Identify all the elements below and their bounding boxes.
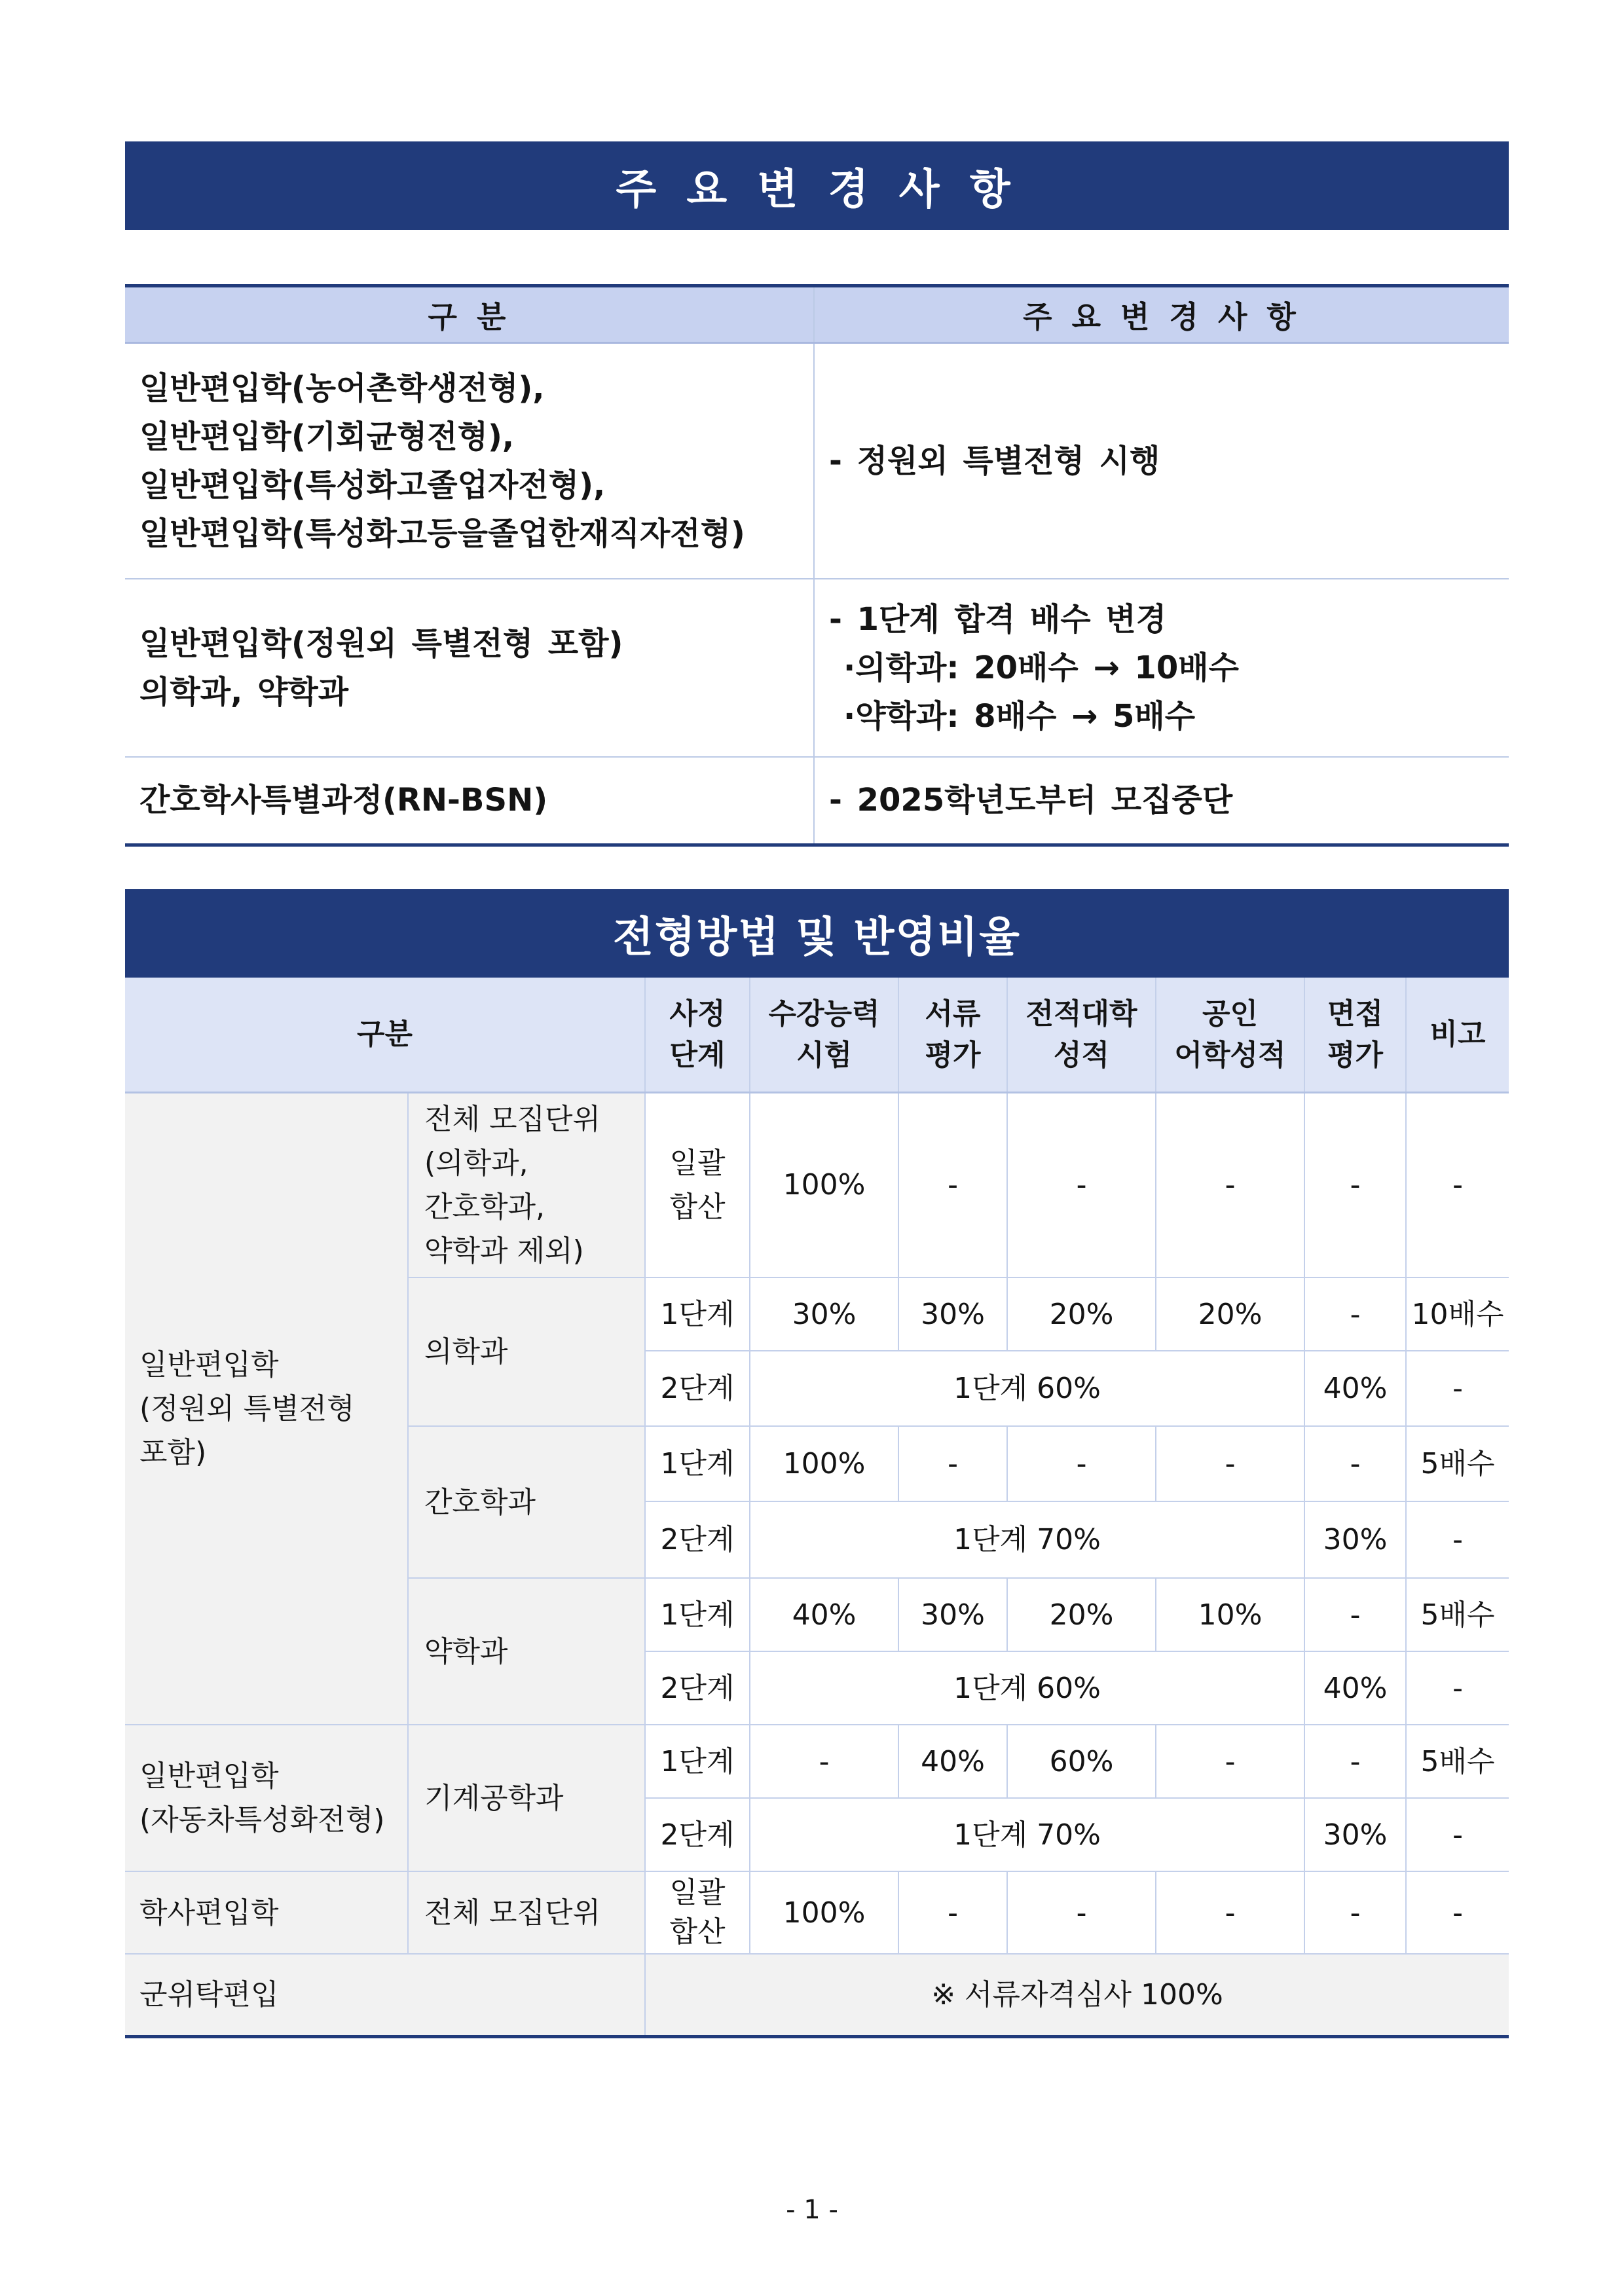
unit-label-line: 약학과 — [424, 1634, 508, 1668]
csat-cell: 100% — [750, 1871, 898, 1954]
stage-line: 일괄 — [669, 1876, 726, 1909]
header-line: 서류 — [925, 997, 981, 1031]
changes-cell — [814, 757, 1509, 845]
csat-cell: 100% — [750, 1092, 898, 1277]
category-line: 의학과, 약학과 — [139, 673, 349, 710]
stage-cell: 2단계 — [645, 1351, 750, 1426]
selection-method-table — [125, 978, 1509, 2038]
unit-label-cell — [408, 1871, 645, 1954]
documents-cell: - — [898, 1871, 1007, 1954]
interview-cell: 40% — [1304, 1351, 1406, 1426]
csat-cell: 40% — [750, 1578, 898, 1651]
language-cell: 20% — [1156, 1277, 1304, 1351]
group-label-cell — [125, 1954, 645, 2036]
category-cell — [125, 757, 814, 845]
stage-cell: 2단계 — [645, 1501, 750, 1578]
unit-label-cell — [408, 1578, 645, 1725]
group-label-line: 군위탁편입 — [139, 1977, 279, 2011]
header-line: 수강능력 — [768, 997, 880, 1031]
header-note: 비고 — [1406, 978, 1509, 1092]
category-line: 일반편입학(정원외 특별전형 포함) — [139, 625, 623, 662]
major-changes-title: 주 요 변 경 사 항 — [616, 165, 1018, 214]
header-line: 전적대학 — [1025, 997, 1137, 1031]
note-cell: - — [1406, 1871, 1509, 1954]
merged-stage1-cell: 1단계 60% — [750, 1651, 1304, 1725]
language-cell: - — [1156, 1725, 1304, 1798]
merged-stage1-cell: 1단계 60% — [750, 1351, 1304, 1426]
category-line: 일반편입학(특성화고졸업자전형), — [139, 466, 606, 504]
unit-label-line: 간호학과, — [424, 1190, 545, 1224]
group-label-line: 학사편입학 — [139, 1896, 279, 1930]
group-label-cell — [125, 1871, 408, 1954]
prior-gpa-cell: 60% — [1007, 1725, 1156, 1798]
group-label-line: (자동차특성화전형) — [139, 1803, 385, 1837]
table-row — [125, 1954, 1509, 2036]
group-label-line: 일반편입학 — [139, 1348, 279, 1382]
stage-cell: 1단계 — [645, 1725, 750, 1798]
stage-cell: 1단계 — [645, 1277, 750, 1351]
interview-cell: - — [1304, 1578, 1406, 1651]
csat-cell: 30% — [750, 1277, 898, 1351]
prior-gpa-cell: - — [1007, 1092, 1156, 1277]
prior-gpa-cell: - — [1007, 1426, 1156, 1501]
category-line: 간호학사특별과정(RN-BSN) — [139, 782, 548, 819]
group-label-line: 포함) — [139, 1435, 207, 1469]
merged-stage1-cell: 1단계 70% — [750, 1798, 1304, 1871]
interview-cell: - — [1304, 1871, 1406, 1954]
csat-cell: 100% — [750, 1426, 898, 1501]
table-row — [125, 343, 1509, 579]
header-line: 시험 — [796, 1038, 853, 1072]
prior-gpa-cell: 20% — [1007, 1277, 1156, 1351]
unit-label-line: 기계공학과 — [424, 1781, 564, 1815]
change-subline: ·의학과: 20배수 → 10배수 — [843, 649, 1239, 686]
note-cell: 10배수 — [1406, 1277, 1509, 1351]
interview-cell: 30% — [1304, 1798, 1406, 1871]
header-changes: 주 요 변 경 사 항 — [814, 286, 1509, 343]
header-line: 평가 — [1327, 1038, 1384, 1072]
header-category: 구분 — [125, 978, 645, 1092]
interview-cell: - — [1304, 1426, 1406, 1501]
note-cell: 5배수 — [1406, 1725, 1509, 1798]
table-row — [125, 1725, 1509, 1798]
note-cell: 5배수 — [1406, 1426, 1509, 1501]
note-cell: - — [1406, 1651, 1509, 1725]
documents-cell: 30% — [898, 1578, 1007, 1651]
merged-stage1-cell: 1단계 70% — [750, 1501, 1304, 1578]
category-cell — [125, 579, 814, 757]
header-line: 단계 — [669, 1038, 726, 1072]
stage-cell — [645, 1871, 750, 1954]
stage-line: 일괄 — [669, 1146, 726, 1180]
stage-cell — [645, 1092, 750, 1277]
table-row — [125, 579, 1509, 757]
change-line: - 정원외 특별전형 시행 — [829, 442, 1160, 479]
interview-cell: - — [1304, 1277, 1406, 1351]
csat-cell: - — [750, 1725, 898, 1798]
interview-cell: - — [1304, 1092, 1406, 1277]
unit-label-line: 간호학과 — [424, 1485, 536, 1519]
unit-label-line: 전체 모집단위 — [424, 1102, 601, 1136]
unit-label-cell — [408, 1725, 645, 1871]
note-cell: - — [1406, 1092, 1509, 1277]
header-stage — [645, 978, 750, 1092]
major-changes-table — [125, 284, 1509, 847]
stage-line: 합산 — [669, 1915, 726, 1949]
interview-cell: - — [1304, 1725, 1406, 1798]
header-line: 사정 — [669, 997, 726, 1031]
table-row — [125, 1871, 1509, 1954]
documents-cell: - — [898, 1426, 1007, 1501]
stage-cell: 2단계 — [645, 1651, 750, 1725]
table-row — [125, 1092, 1509, 1277]
merged-note-cell: ※ 서류자격심사 100% — [645, 1954, 1509, 2036]
category-line: 일반편입학(농어촌학생전형), — [139, 369, 545, 407]
stage-cell: 1단계 — [645, 1578, 750, 1651]
table-header-row — [125, 978, 1509, 1092]
header-line: 공인 — [1202, 997, 1259, 1031]
change-line: - 2025학년도부터 모집중단 — [829, 782, 1233, 819]
documents-cell: 40% — [898, 1725, 1007, 1798]
group-label-line: 일반편입학 — [139, 1759, 279, 1793]
change-subline: ·약학과: 8배수 → 5배수 — [843, 697, 1196, 735]
major-changes-title-bar — [125, 141, 1509, 230]
header-prior-gpa — [1007, 978, 1156, 1092]
stage-line: 합산 — [669, 1190, 726, 1224]
note-cell: - — [1406, 1501, 1509, 1578]
documents-cell: - — [898, 1092, 1007, 1277]
language-cell: - — [1156, 1871, 1304, 1954]
unit-label-cell — [408, 1426, 645, 1578]
note-cell: 5배수 — [1406, 1578, 1509, 1651]
interview-cell: 30% — [1304, 1501, 1406, 1578]
page-number: - 1 - — [786, 2195, 838, 2225]
unit-label-line: 의학과 — [424, 1335, 508, 1368]
language-cell: - — [1156, 1426, 1304, 1501]
selection-method-title-bar — [125, 889, 1509, 978]
changes-cell — [814, 343, 1509, 579]
unit-label-cell — [408, 1277, 645, 1426]
unit-label-line: 전체 모집단위 — [424, 1896, 601, 1930]
table-header-row — [125, 286, 1509, 343]
group-label-cell — [125, 1725, 408, 1871]
header-line: 면접 — [1327, 997, 1384, 1031]
prior-gpa-cell: - — [1007, 1871, 1156, 1954]
category-line: 일반편입학(기회균형전형), — [139, 418, 515, 455]
group-label-cell — [125, 1092, 408, 1725]
documents-cell: 30% — [898, 1277, 1007, 1351]
note-cell: - — [1406, 1351, 1509, 1426]
changes-cell — [814, 579, 1509, 757]
category-line: 일반편입학(특성화고등을졸업한재직자전형) — [139, 515, 745, 552]
unit-label-cell — [408, 1092, 645, 1277]
prior-gpa-cell: 20% — [1007, 1578, 1156, 1651]
header-line: 평가 — [925, 1038, 981, 1072]
note-cell: - — [1406, 1798, 1509, 1871]
header-interview — [1304, 978, 1406, 1092]
header-csat — [750, 978, 898, 1092]
header-category: 구 분 — [125, 286, 814, 343]
header-line: 성적 — [1054, 1038, 1110, 1072]
change-line: - 1단계 합격 배수 변경 — [829, 600, 1167, 638]
unit-label-line: (의학과, — [424, 1146, 528, 1180]
selection-method-title: 전형방법 및 반영비율 — [613, 913, 1021, 962]
header-line: 어학성적 — [1174, 1038, 1286, 1072]
category-cell — [125, 343, 814, 579]
stage-cell: 2단계 — [645, 1798, 750, 1871]
group-label-line: (정원외 특별전형 — [139, 1391, 355, 1425]
interview-cell: 40% — [1304, 1651, 1406, 1725]
header-documents — [898, 978, 1007, 1092]
unit-label-line: 약학과 제외) — [424, 1234, 584, 1268]
language-cell: - — [1156, 1092, 1304, 1277]
stage-cell: 1단계 — [645, 1426, 750, 1501]
language-cell: 10% — [1156, 1578, 1304, 1651]
table-row — [125, 757, 1509, 845]
header-language — [1156, 978, 1304, 1092]
